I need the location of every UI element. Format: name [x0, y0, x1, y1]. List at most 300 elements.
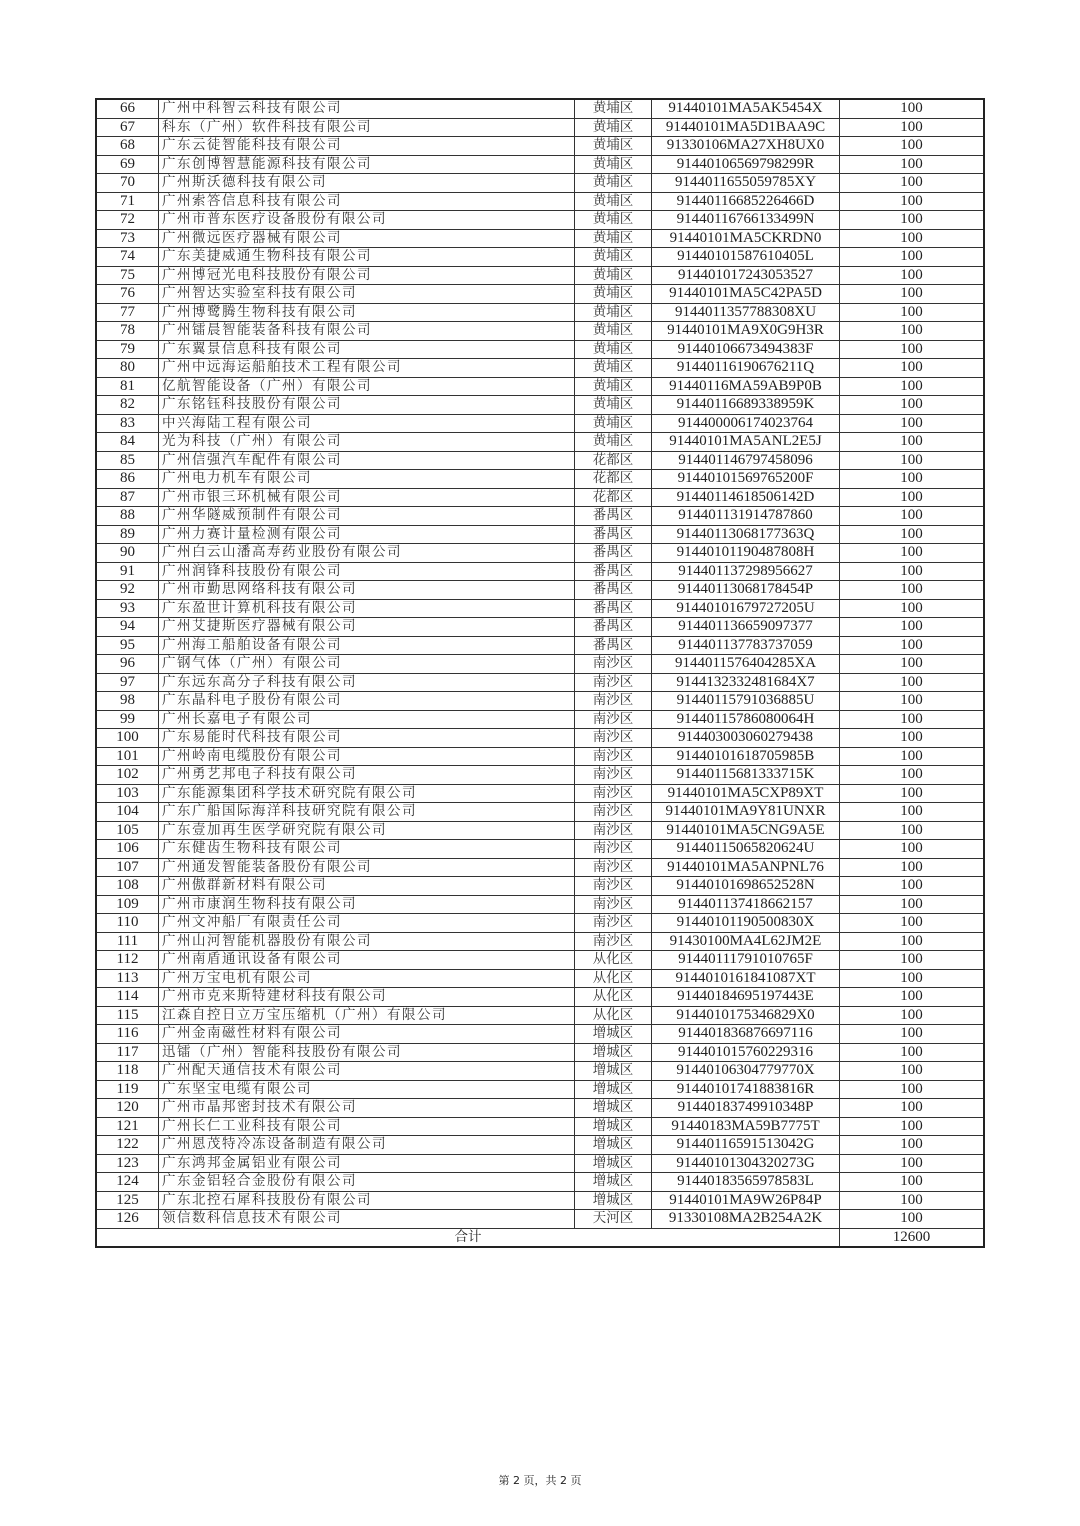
row-number: 67 [96, 118, 159, 137]
company-name: 广州市银三环机械有限公司 [159, 488, 575, 507]
amount: 100 [840, 377, 985, 396]
table-row [96, 507, 984, 526]
district: 番禺区 [575, 636, 652, 655]
row-number: 84 [96, 433, 159, 452]
row-number: 117 [96, 1043, 159, 1062]
credit-code: 91440115681333715K [652, 766, 840, 785]
company-name: 广东美捷威通生物科技有限公司 [159, 248, 575, 267]
row-number: 96 [96, 655, 159, 674]
amount: 100 [840, 932, 985, 951]
district: 增城区 [575, 1173, 652, 1192]
table-row [96, 840, 984, 859]
credit-code: 91440101MA9X0G9H3R [652, 322, 840, 341]
district: 增城区 [575, 1043, 652, 1062]
company-name: 广州博鹭腾生物科技有限公司 [159, 303, 575, 322]
credit-code: 91440106304779770X [652, 1062, 840, 1081]
row-number: 122 [96, 1136, 159, 1155]
amount: 100 [840, 581, 985, 600]
district: 从化区 [575, 988, 652, 1007]
table-row [96, 951, 984, 970]
table-row [96, 599, 984, 618]
company-name: 广东壹加再生医学研究院有限公司 [159, 821, 575, 840]
credit-code: 91440116550597​85XY [652, 174, 840, 193]
district: 黄埔区 [575, 303, 652, 322]
amount: 100 [840, 488, 985, 507]
row-number: 80 [96, 359, 159, 378]
amount: 100 [840, 599, 985, 618]
company-name: 迅镭（广州）智能科技股份有限公司 [159, 1043, 575, 1062]
row-number: 104 [96, 803, 159, 822]
amount: 100 [840, 211, 985, 230]
row-number: 78 [96, 322, 159, 341]
row-number: 70 [96, 174, 159, 193]
district: 黄埔区 [575, 433, 652, 452]
row-number: 106 [96, 840, 159, 859]
row-number: 85 [96, 451, 159, 470]
amount: 100 [840, 451, 985, 470]
table-row [96, 932, 984, 951]
table-row [96, 710, 984, 729]
credit-code: 91440184695197443E [652, 988, 840, 1007]
row-number: 88 [96, 507, 159, 526]
company-name: 广州恩茂特冷冻设备制造有限公司 [159, 1136, 575, 1155]
total-row [96, 1228, 984, 1247]
table-row [96, 137, 984, 156]
amount: 100 [840, 618, 985, 637]
amount: 100 [840, 525, 985, 544]
district: 南沙区 [575, 877, 652, 896]
district: 增城区 [575, 1154, 652, 1173]
credit-code: 91440101MA5D1BAA9C [652, 118, 840, 137]
amount: 100 [840, 433, 985, 452]
amount: 100 [840, 1173, 985, 1192]
district: 黄埔区 [575, 137, 652, 156]
district: 南沙区 [575, 692, 652, 711]
row-number: 94 [96, 618, 159, 637]
table-row [96, 636, 984, 655]
credit-code: 91440101618410​87XT [652, 969, 840, 988]
table-row [96, 692, 984, 711]
credit-code: 91440101698652528N [652, 877, 840, 896]
amount: 100 [840, 914, 985, 933]
credit-code: 91440116685226466D [652, 192, 840, 211]
row-number: 111 [96, 932, 159, 951]
table-row [96, 729, 984, 748]
amount: 100 [840, 99, 985, 118]
amount: 100 [840, 969, 985, 988]
district: 番禺区 [575, 507, 652, 526]
credit-code: 91440116190676211Q [652, 359, 840, 378]
credit-code: 91440116591513042G [652, 1136, 840, 1155]
credit-code: 91440116689338959K [652, 396, 840, 415]
row-number: 93 [96, 599, 159, 618]
amount: 100 [840, 1006, 985, 1025]
table-row [96, 1025, 984, 1044]
credit-code: 91440101MA5C42PA5D [652, 285, 840, 304]
district: 南沙区 [575, 673, 652, 692]
amount: 100 [840, 470, 985, 489]
district: 从化区 [575, 951, 652, 970]
table-row [96, 285, 984, 304]
company-name: 广钢气体（广州）有限公司 [159, 655, 575, 674]
row-number: 115 [96, 1006, 159, 1025]
table-row [96, 1099, 984, 1118]
credit-code: 91440101MA5CNG9A5E [652, 821, 840, 840]
credit-code: 91440106673494383F [652, 340, 840, 359]
company-name: 广东金铝轻合金股份有限公司 [159, 1173, 575, 1192]
row-number: 107 [96, 858, 159, 877]
table-row [96, 581, 984, 600]
row-number: 116 [96, 1025, 159, 1044]
district: 南沙区 [575, 747, 652, 766]
district: 黄埔区 [575, 359, 652, 378]
row-number: 118 [96, 1062, 159, 1081]
district: 南沙区 [575, 895, 652, 914]
company-name: 广州白云山潘高寿药业股份有限公司 [159, 544, 575, 563]
district: 黄埔区 [575, 266, 652, 285]
credit-code: 91440115786080064H [652, 710, 840, 729]
credit-code: 91440101MA9Y81UNXR [652, 803, 840, 822]
district: 黄埔区 [575, 211, 652, 230]
row-number: 101 [96, 747, 159, 766]
district: 南沙区 [575, 932, 652, 951]
amount: 100 [840, 359, 985, 378]
row-number: 110 [96, 914, 159, 933]
amount: 100 [840, 710, 985, 729]
credit-code: 914400006174023764 [652, 414, 840, 433]
row-number: 68 [96, 137, 159, 156]
table-body [96, 99, 984, 1247]
amount: 100 [840, 729, 985, 748]
credit-code: 91440113068177363Q [652, 525, 840, 544]
amount: 100 [840, 396, 985, 415]
credit-code: 91440114618506142D [652, 488, 840, 507]
credit-code: 91440183749910348P [652, 1099, 840, 1118]
credit-code: 91440115764042​85XA [652, 655, 840, 674]
credit-code: 91440101MA5AK5454X [652, 99, 840, 118]
table-row [96, 211, 984, 230]
table-row [96, 303, 984, 322]
row-number: 113 [96, 969, 159, 988]
amount: 100 [840, 562, 985, 581]
amount: 100 [840, 322, 985, 341]
total-value: 12600 [840, 1228, 985, 1247]
company-name: 广州万宝电机有限公司 [159, 969, 575, 988]
district: 增城区 [575, 1062, 652, 1081]
credit-code: 914403003060279438 [652, 729, 840, 748]
company-name: 广州市克来斯特建材科技有限公司 [159, 988, 575, 1007]
credit-code: 91440101MA5ANL2E5J [652, 433, 840, 452]
district: 番禺区 [575, 525, 652, 544]
district: 花都区 [575, 470, 652, 489]
table-row [96, 266, 984, 285]
row-number: 95 [96, 636, 159, 655]
table-row [96, 451, 984, 470]
table-row [96, 803, 984, 822]
company-name: 广东北控石犀科技股份有限公司 [159, 1191, 575, 1210]
amount: 100 [840, 303, 985, 322]
row-number: 112 [96, 951, 159, 970]
row-number: 126 [96, 1210, 159, 1229]
table-row [96, 488, 984, 507]
amount: 100 [840, 951, 985, 970]
credit-code: 91440101724305352​7 [652, 266, 840, 285]
credit-code: 914401065697982​99R [652, 155, 840, 174]
credit-code: 91440115065820624U [652, 840, 840, 859]
company-name: 广州金南磁性材料有限公司 [159, 1025, 575, 1044]
table-row [96, 1080, 984, 1099]
district: 黄埔区 [575, 118, 652, 137]
district: 黄埔区 [575, 377, 652, 396]
credit-code: 91440101304320273G [652, 1154, 840, 1173]
credit-code: 91440101190500830X [652, 914, 840, 933]
company-name: 广州市普东医疗设备股份有限公司 [159, 211, 575, 230]
district: 增城区 [575, 1025, 652, 1044]
company-name: 广州智达实验室科技有限公司 [159, 285, 575, 304]
district: 南沙区 [575, 710, 652, 729]
company-name: 广州配天通信技术有限公司 [159, 1062, 575, 1081]
row-number: 77 [96, 303, 159, 322]
row-number: 100 [96, 729, 159, 748]
company-name: 广州中科智云科技有限公司 [159, 99, 575, 118]
credit-code: 91440101587610405L [652, 248, 840, 267]
company-name: 广州微远医疗器械有限公司 [159, 229, 575, 248]
credit-code: 91440101741883816R [652, 1080, 840, 1099]
row-number: 75 [96, 266, 159, 285]
credit-code: 91440116766133499N [652, 211, 840, 230]
district: 黄埔区 [575, 285, 652, 304]
row-number: 97 [96, 673, 159, 692]
credit-code: 91440111791010765F [652, 951, 840, 970]
table-row [96, 359, 984, 378]
row-number: 86 [96, 470, 159, 489]
table-row [96, 544, 984, 563]
company-name: 广州斯沃德科技有限公司 [159, 174, 575, 193]
credit-code: 91440115791036885U [652, 692, 840, 711]
amount: 100 [840, 1099, 985, 1118]
table-row [96, 747, 984, 766]
credit-code: 914401836876697116 [652, 1025, 840, 1044]
row-number: 74 [96, 248, 159, 267]
amount: 100 [840, 655, 985, 674]
table-row [96, 821, 984, 840]
company-name: 广州长嘉电子有限公司 [159, 710, 575, 729]
company-name: 广东晶科电子股份有限公司 [159, 692, 575, 711]
table-row [96, 784, 984, 803]
row-number: 91 [96, 562, 159, 581]
amount: 100 [840, 1210, 985, 1229]
credit-code: 914401015760229316 [652, 1043, 840, 1062]
amount: 100 [840, 1080, 985, 1099]
district: 增城区 [575, 1099, 652, 1118]
amount: 100 [840, 544, 985, 563]
table-row [96, 433, 984, 452]
row-number: 103 [96, 784, 159, 803]
company-name: 广东盈世计算机科技有限公司 [159, 599, 575, 618]
company-name: 广州海工船舶设备有限公司 [159, 636, 575, 655]
company-name: 广东能源集团科学技术研究院有限公司 [159, 784, 575, 803]
company-name: 广州艾捷斯医疗器械有限公司 [159, 618, 575, 637]
district: 黄埔区 [575, 396, 652, 415]
table-row [96, 1154, 984, 1173]
table-row [96, 1136, 984, 1155]
table-row [96, 766, 984, 785]
district: 增城区 [575, 1136, 652, 1155]
company-name: 广东坚宝电缆有限公司 [159, 1080, 575, 1099]
company-name: 广州南盾通讯设备有限公司 [159, 951, 575, 970]
table-row [96, 673, 984, 692]
company-name: 广东健齿生物科技有限公司 [159, 840, 575, 859]
row-number: 69 [96, 155, 159, 174]
table-row [96, 155, 984, 174]
row-number: 98 [96, 692, 159, 711]
row-number: 73 [96, 229, 159, 248]
table-row [96, 396, 984, 415]
amount: 100 [840, 1136, 985, 1155]
table-row [96, 1043, 984, 1062]
district: 南沙区 [575, 784, 652, 803]
company-name: 江森自控日立万宝压缩机（广州）有限公司 [159, 1006, 575, 1025]
district: 番禺区 [575, 581, 652, 600]
amount: 100 [840, 1191, 985, 1210]
table-row [96, 229, 984, 248]
row-number: 79 [96, 340, 159, 359]
amount: 100 [840, 118, 985, 137]
credit-code: 91440101618705985B [652, 747, 840, 766]
company-name: 光为科技（广州）有限公司 [159, 433, 575, 452]
credit-code: 91330106MA27XH8UX0 [652, 137, 840, 156]
amount: 100 [840, 784, 985, 803]
amount: 100 [840, 692, 985, 711]
company-name: 广东翼景信息科技有限公司 [159, 340, 575, 359]
credit-code: 91430100MA4L62JM2E [652, 932, 840, 951]
table-row [96, 562, 984, 581]
company-name: 广州华隧威预制件有限公司 [159, 507, 575, 526]
credit-code: 914401137783737059 [652, 636, 840, 655]
row-number: 90 [96, 544, 159, 563]
company-name: 领信数科信息技术有限公司 [159, 1210, 575, 1229]
row-number: 83 [96, 414, 159, 433]
company-name: 广东云徒智能科技有限公司 [159, 137, 575, 156]
district: 增城区 [575, 1191, 652, 1210]
row-number: 114 [96, 988, 159, 1007]
company-name: 广州勇艺邦电子科技有限公司 [159, 766, 575, 785]
district: 番禺区 [575, 618, 652, 637]
district: 南沙区 [575, 821, 652, 840]
amount: 100 [840, 636, 985, 655]
credit-code: 91440101MA5CKRDN0 [652, 229, 840, 248]
company-name: 广州文冲船厂有限责任公司 [159, 914, 575, 933]
district: 黄埔区 [575, 155, 652, 174]
row-number: 76 [96, 285, 159, 304]
district: 番禺区 [575, 562, 652, 581]
row-number: 72 [96, 211, 159, 230]
credit-code: 914401131914787860 [652, 507, 840, 526]
credit-code: 91440116MA59AB9P0B [652, 377, 840, 396]
company-name: 广州中远海运船舶技术工程有限公司 [159, 359, 575, 378]
row-number: 109 [96, 895, 159, 914]
amount: 100 [840, 248, 985, 267]
company-name: 广州镭晨智能装备科技有限公司 [159, 322, 575, 341]
district: 黄埔区 [575, 340, 652, 359]
amount: 100 [840, 858, 985, 877]
district: 番禺区 [575, 599, 652, 618]
table-row [96, 99, 984, 118]
company-name: 广东鸿邦金属铝业有限公司 [159, 1154, 575, 1173]
credit-code: 914401137298956627 [652, 562, 840, 581]
company-list-table [95, 98, 985, 1248]
row-number: 81 [96, 377, 159, 396]
row-number: 105 [96, 821, 159, 840]
company-name: 广州力赛计量检测有限公司 [159, 525, 575, 544]
credit-code: 914401146797458096 [652, 451, 840, 470]
amount: 100 [840, 673, 985, 692]
district: 黄埔区 [575, 174, 652, 193]
credit-code: 914401137418662157 [652, 895, 840, 914]
table-row [96, 377, 984, 396]
company-name: 广州市康润生物科技有限公司 [159, 895, 575, 914]
company-name: 广东远东高分子科技有限公司 [159, 673, 575, 692]
amount: 100 [840, 174, 985, 193]
table-row [96, 1191, 984, 1210]
row-number: 99 [96, 710, 159, 729]
credit-code: 91440113068178454P [652, 581, 840, 600]
table-row [96, 414, 984, 433]
credit-code: 914401136659097377 [652, 618, 840, 637]
district: 南沙区 [575, 803, 652, 822]
company-name: 广东创博智慧能源科技有限公司 [159, 155, 575, 174]
district: 南沙区 [575, 914, 652, 933]
company-name: 广州通发智能装备股份有限公司 [159, 858, 575, 877]
company-name: 广州傲群新材料有限公司 [159, 877, 575, 896]
amount: 100 [840, 1025, 985, 1044]
district: 黄埔区 [575, 99, 652, 118]
credit-code: 91440101569765200F [652, 470, 840, 489]
district: 番禺区 [575, 544, 652, 563]
district: 南沙区 [575, 858, 652, 877]
company-name: 广州博冠光电科技股份有限公司 [159, 266, 575, 285]
table-row [96, 895, 984, 914]
row-number: 108 [96, 877, 159, 896]
district: 从化区 [575, 969, 652, 988]
amount: 100 [840, 1043, 985, 1062]
table-row [96, 525, 984, 544]
row-number: 82 [96, 396, 159, 415]
table-row [96, 174, 984, 193]
company-name: 广州信强汽车配件有限公司 [159, 451, 575, 470]
table-row [96, 877, 984, 896]
company-name: 中兴海陆工程有限公司 [159, 414, 575, 433]
amount: 100 [840, 877, 985, 896]
district: 增城区 [575, 1117, 652, 1136]
table-row [96, 470, 984, 489]
row-number: 119 [96, 1080, 159, 1099]
row-number: 66 [96, 99, 159, 118]
credit-code: 91440101753468​29X0 [652, 1006, 840, 1025]
district: 南沙区 [575, 655, 652, 674]
credit-code: 91330108MA2B254A2K [652, 1210, 840, 1229]
row-number: 92 [96, 581, 159, 600]
amount: 100 [840, 747, 985, 766]
amount: 100 [840, 340, 985, 359]
table-row [96, 914, 984, 933]
district: 花都区 [575, 451, 652, 470]
row-number: 89 [96, 525, 159, 544]
credit-code: 91440183565978583L [652, 1173, 840, 1192]
table-row [96, 988, 984, 1007]
table-row [96, 1117, 984, 1136]
credit-code: 91440113577883​08XU [652, 303, 840, 322]
